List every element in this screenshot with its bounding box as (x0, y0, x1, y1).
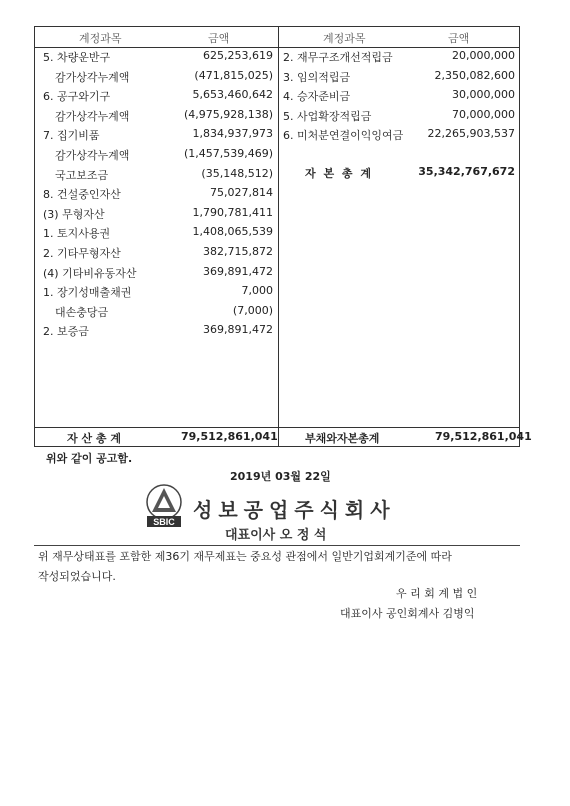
header-account-right: 계정과목 (323, 32, 366, 45)
header-account-left: 계정과목 (79, 32, 122, 45)
row-label: 6. 공구와기구 (43, 90, 111, 104)
table-row (43, 206, 273, 225)
header-amount-right: 금액 (448, 32, 470, 45)
notice-text: 위와 같이 공고함. (46, 452, 133, 465)
table-row (43, 69, 273, 88)
row-label: 7. 집기비품 (43, 129, 100, 143)
row-label: 1. 토지사용권 (43, 227, 111, 241)
table-row (283, 69, 515, 88)
row-label: 2. 기타무형자산 (43, 247, 121, 260)
row-amount: 625,253,619 (203, 49, 273, 62)
company-logo (143, 484, 185, 528)
row-amount: 22,265,903,537 (427, 127, 515, 141)
row-amount: 369,891,472 (203, 264, 273, 278)
total-assets-label: 자 산 총 계 (67, 432, 121, 445)
row-label: 6. 미처분연결이익잉여금 (283, 129, 404, 143)
row-amount: 382,715,872 (203, 245, 273, 258)
table-footer (35, 427, 532, 446)
row-label: 3. 임의적립금 (283, 70, 351, 84)
row-label: 2. 재무구조개선적립금 (283, 51, 393, 64)
row-amount: (471,815,025) (194, 68, 273, 82)
row-label: 5. 차량운반구 (43, 51, 111, 64)
row-amount: (7,000) (232, 303, 273, 317)
total-liab-label: 부채와자본총계 (305, 432, 380, 445)
row-label: 2. 보증금 (43, 325, 89, 339)
table-row (283, 108, 515, 127)
total-assets-amount: 79,512,861,041 (181, 430, 278, 443)
row-amount: 70,000,000 (452, 107, 515, 121)
row-label: 5. 사업확장적립금 (283, 109, 372, 123)
row-label: (4) 기타비유동자산 (43, 266, 137, 280)
table-row (283, 165, 515, 184)
total-liab-amount: 79,512,861,041 (435, 430, 532, 443)
header-amount-left: 금액 (208, 32, 230, 45)
table-row (43, 323, 273, 342)
row-amount: (1,457,539,469) (183, 147, 273, 160)
table-row (43, 127, 273, 146)
row-amount: 1,834,937,973 (192, 127, 273, 141)
table-row (43, 304, 273, 323)
column-divider (278, 27, 279, 446)
row-amount: 7,000 (241, 284, 273, 298)
table-row (43, 49, 273, 68)
row-amount: 1,790,781,411 (192, 205, 273, 219)
announcement-date: 2019년 03월 22일 (230, 470, 331, 483)
row-label: 감가상각누계액 (55, 149, 130, 162)
row-label: 자 본 총 계 (305, 167, 373, 180)
row-label: (3) 무형자산 (43, 207, 105, 221)
row-amount: 35,342,767,672 (418, 165, 515, 178)
row-amount: 75,027,814 (210, 186, 273, 200)
table-row (43, 167, 273, 186)
audit-statement-line1: 위 재무상태표를 포함한 제36기 재무제표는 중요성 관점에서 일반기업회계기준에 따라 (38, 550, 452, 563)
row-amount: 30,000,000 (452, 88, 515, 102)
row-amount: 369,891,472 (203, 323, 273, 337)
row-amount: (35,148,512) (201, 166, 273, 180)
row-label: 국고보조금 (55, 168, 109, 182)
row-amount: 20,000,000 (452, 49, 515, 62)
table-row (283, 127, 515, 146)
auditor-signer: 대표이사 공인회계사 김병익 (340, 607, 475, 620)
table-row (43, 284, 273, 303)
ceo-name: 대표이사 오 정 석 (225, 528, 327, 543)
row-label: 감가상각누계액 (55, 109, 130, 123)
row-amount: 5,653,460,642 (192, 88, 273, 102)
table-header (35, 27, 519, 48)
row-label: 1. 장기성매출채권 (43, 286, 132, 300)
table-row (43, 186, 273, 205)
table-row (43, 108, 273, 127)
row-label: 8. 건설중인자산 (43, 188, 121, 202)
audit-firm: 우 리 회 계 법 인 (396, 587, 478, 600)
row-label: 4. 승자준비금 (283, 90, 351, 104)
divider-line (34, 545, 520, 546)
table-row (43, 147, 273, 166)
company-name: 성보공업주식회사 (193, 498, 396, 522)
table-row (43, 225, 273, 244)
row-label: 대손충당금 (55, 305, 109, 319)
row-amount: (4,975,928,138) (183, 107, 273, 121)
table-row (43, 88, 273, 107)
row-label: 감가상각누계액 (55, 70, 130, 84)
balance-sheet-table (34, 26, 532, 447)
table-row (283, 88, 515, 107)
table-row (283, 49, 515, 68)
row-amount: 2,350,082,600 (434, 68, 515, 82)
table-row (43, 265, 273, 284)
audit-statement-line2: 작성되었습니다. (38, 570, 116, 583)
row-amount: 1,408,065,539 (192, 225, 273, 239)
table-row (43, 245, 273, 264)
svg-text:SBIC: SBIC (153, 517, 175, 527)
